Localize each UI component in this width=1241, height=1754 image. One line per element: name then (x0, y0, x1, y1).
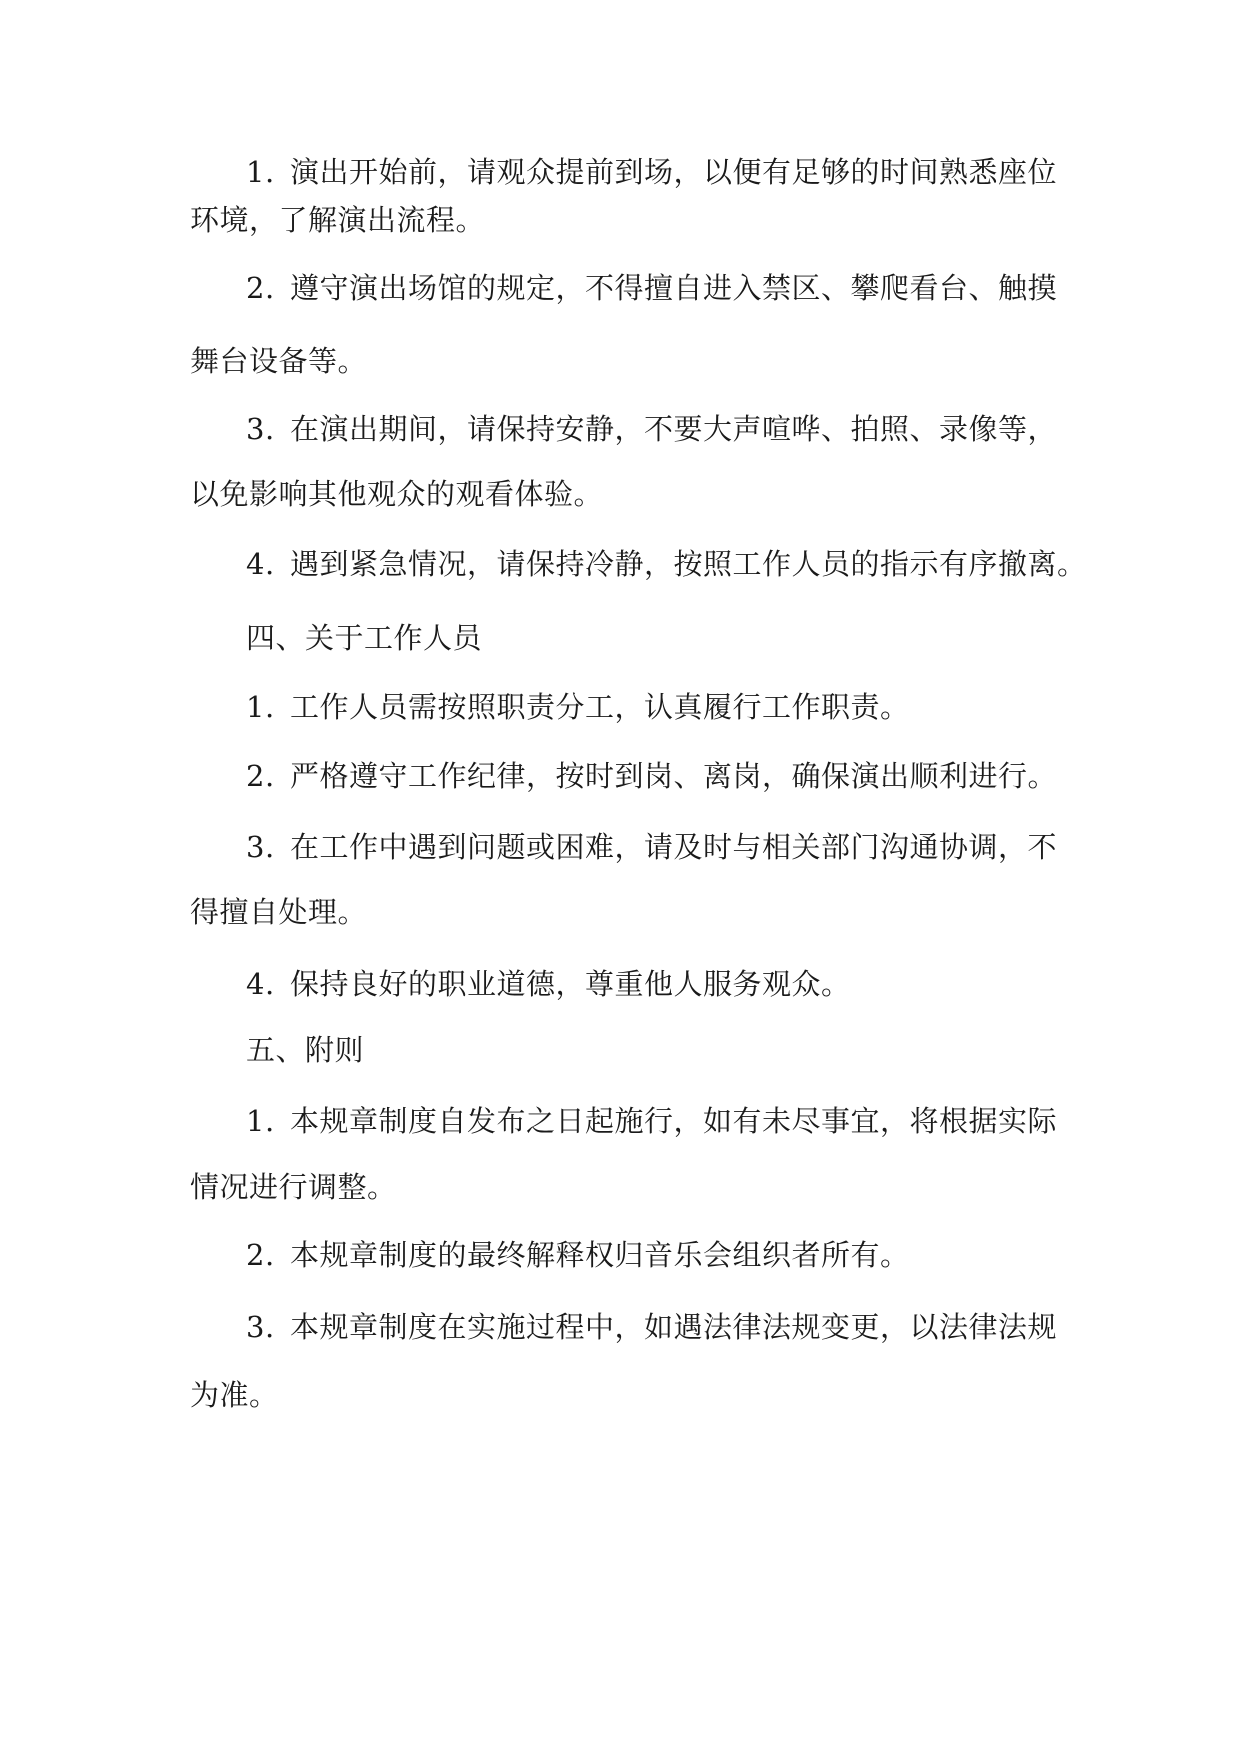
list-item-4-line-1 (246, 544, 1116, 584)
item-text: 演出开始前，请观众提前到场，以便有足够的时间熟悉座位 (290, 155, 1058, 189)
list-item-1-line-1 (246, 152, 1116, 192)
item-number: 3. (246, 830, 275, 864)
item-number: 1. (246, 690, 275, 724)
appendix-item-1-line-2 (190, 1167, 1060, 1207)
staff-item-2 (246, 756, 1116, 796)
item-text: 本规章制度的最终解释权归音乐会组织者所有。 (290, 1238, 910, 1272)
item-text: 工作人员需按照职责分工，认真履行工作职责。 (290, 690, 910, 724)
list-item-3-line-1 (246, 409, 1116, 449)
item-text: 情况进行调整。 (190, 1170, 397, 1204)
staff-item-4 (246, 964, 1116, 1004)
item-text: 舞台设备等。 (190, 344, 368, 378)
list-item-2-line-2 (190, 341, 1060, 381)
item-text: 在工作中遇到问题或困难，请及时与相关部门沟通协调，不 (290, 830, 1058, 864)
item-text: 严格遵守工作纪律，按时到岗、离岗，确保演出顺利进行。 (290, 759, 1058, 793)
item-text: 为准。 (190, 1378, 279, 1412)
item-text: 得擅自处理。 (190, 895, 368, 929)
item-number: 1. (246, 155, 275, 189)
list-item-1-line-2 (190, 200, 1060, 240)
item-number: 2. (246, 1238, 275, 1272)
item-number: 2. (246, 271, 275, 305)
item-text: 本规章制度在实施过程中，如遇法律法规变更，以法律法规 (290, 1310, 1058, 1344)
staff-item-3-line-1 (246, 827, 1116, 867)
item-number: 2. (246, 759, 275, 793)
item-text: 环境，了解演出流程。 (190, 203, 486, 237)
item-text: 本规章制度自发布之日起施行，如有未尽事宜，将根据实际 (290, 1104, 1058, 1138)
item-number: 3. (246, 1310, 275, 1344)
section-heading-text: 四、关于工作人员 (246, 621, 483, 655)
list-item-2-line-1 (246, 268, 1116, 308)
appendix-item-1-line-1 (246, 1101, 1116, 1141)
list-item-3-line-2 (190, 474, 1060, 514)
item-text: 遵守演出场馆的规定，不得擅自进入禁区、攀爬看台、触摸 (290, 271, 1058, 305)
item-text: 保持良好的职业道德，尊重他人服务观众。 (290, 967, 851, 1001)
item-text: 在演出期间，请保持安静，不要大声喧哗、拍照、录像等， (290, 412, 1058, 446)
appendix-item-2 (246, 1235, 1116, 1275)
staff-item-1 (246, 687, 1116, 727)
section-heading-staff (246, 618, 1116, 658)
item-number: 1. (246, 1104, 275, 1138)
item-text: 以免影响其他观众的观看体验。 (190, 477, 604, 511)
section-heading-appendix (246, 1030, 1116, 1070)
item-number: 4. (246, 547, 275, 581)
item-number: 3. (246, 412, 275, 446)
section-heading-text: 五、附则 (246, 1033, 365, 1067)
staff-item-3-line-2 (190, 892, 1060, 932)
appendix-item-3-line-1 (246, 1307, 1116, 1347)
item-text: 遇到紧急情况，请保持冷静，按照工作人员的指示有序撤离。 (290, 547, 1087, 581)
appendix-item-3-line-2 (190, 1375, 1060, 1415)
item-number: 4. (246, 967, 275, 1001)
